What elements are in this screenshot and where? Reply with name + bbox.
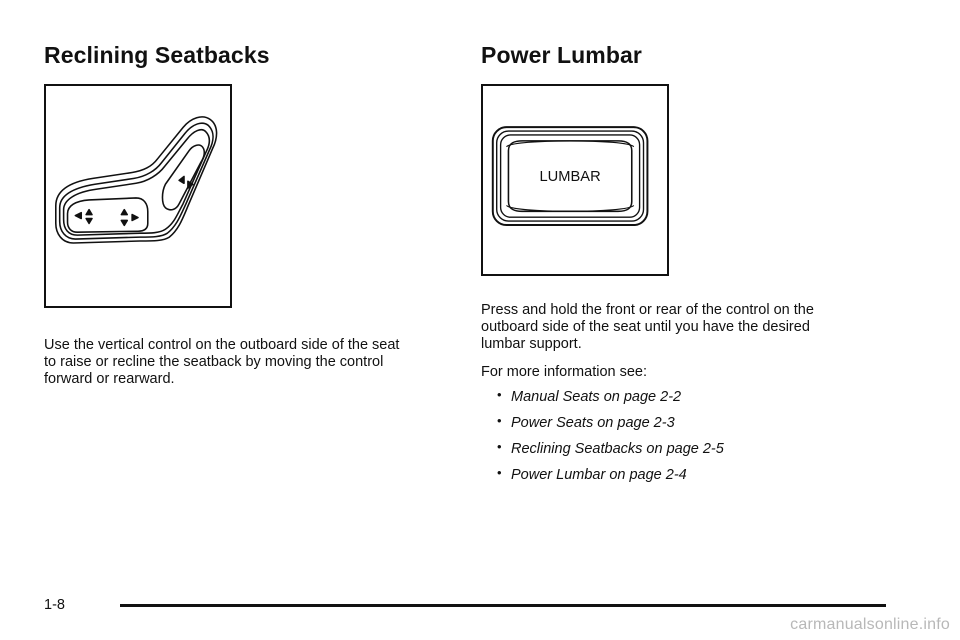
reference-link-text: Power Seats on page 2-3 <box>511 415 675 431</box>
page-number: 1-8 <box>44 597 65 613</box>
section-title-power-lumbar: Power Lumbar <box>481 42 642 68</box>
seat-control-illustration <box>46 86 230 306</box>
reference-link-power-seats[interactable] <box>497 415 724 441</box>
reclining-instructions <box>44 337 399 388</box>
paragraph-line: lumbar support. <box>481 336 582 352</box>
bullet-icon: • <box>497 413 502 428</box>
paragraph-line: outboard side of the seat until you have the desired <box>481 319 810 335</box>
paragraph-line: forward or rearward. <box>44 371 175 387</box>
paragraph-line: to raise or recline the seatback by moving the control <box>44 354 384 370</box>
reference-link-manual-seats[interactable] <box>497 389 724 415</box>
paragraph-line: Use the vertical control on the outboard side of the seat <box>44 337 400 353</box>
bullet-icon: • <box>497 387 502 402</box>
lumbar-instructions <box>481 302 814 353</box>
reclining-seatback-figure <box>44 84 232 308</box>
bullet-icon: • <box>497 465 502 480</box>
bullet-icon: • <box>497 439 502 454</box>
reference-link-power-lumbar[interactable] <box>497 467 724 493</box>
paragraph-line: Press and hold the front or rear of the control on the <box>481 302 814 318</box>
lumbar-switch-illustration <box>483 86 667 274</box>
reference-link-reclining-seatbacks[interactable] <box>497 441 724 467</box>
reference-list <box>497 389 724 493</box>
lumbar-label: LUMBAR <box>539 168 601 185</box>
reference-link-text: Power Lumbar on page 2-4 <box>511 467 687 483</box>
section-title-reclining-seatbacks: Reclining Seatbacks <box>44 42 270 68</box>
reference-link-text: Manual Seats on page 2-2 <box>511 389 682 405</box>
watermark: carmanualsonline.info <box>790 616 950 633</box>
footer-divider <box>120 604 886 607</box>
reference-link-text: Reclining Seatbacks on page 2-5 <box>511 441 724 457</box>
power-lumbar-figure <box>481 84 669 276</box>
more-info-label: For more information see: <box>481 364 648 380</box>
